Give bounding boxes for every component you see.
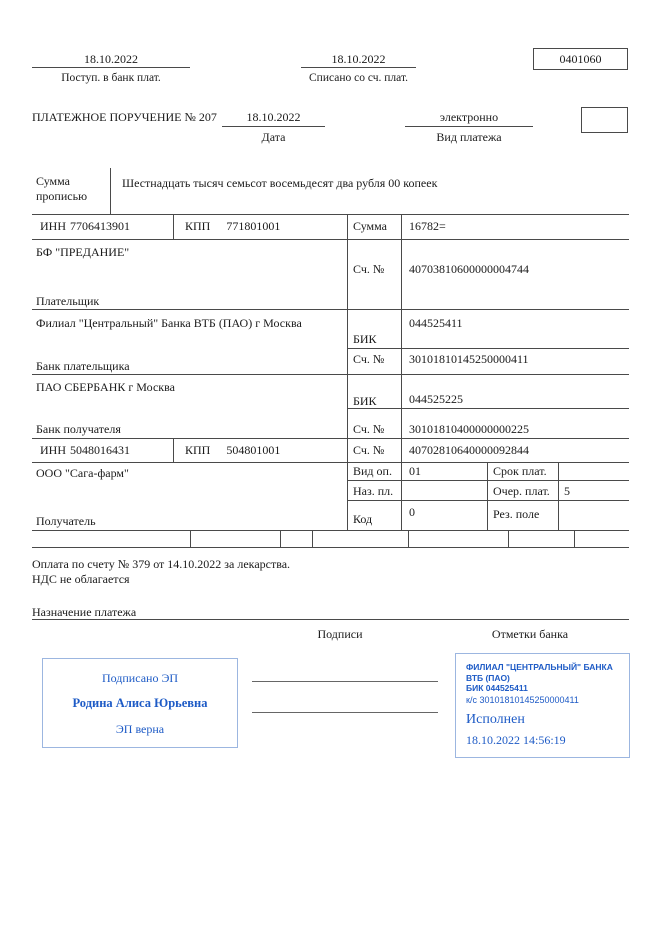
received-date-label: Поступ. в банк плат. xyxy=(61,72,161,84)
table-line xyxy=(32,462,629,463)
payee-bank-name: ПАО СБЕРБАНК г Москва xyxy=(36,380,175,394)
bank-marks-heading: Отметки банка xyxy=(491,627,569,641)
payer-bank-bik-label: БИК xyxy=(353,332,377,346)
signature-stamp xyxy=(42,658,238,748)
table-line xyxy=(32,438,629,439)
purpose-underline xyxy=(32,619,629,620)
signature-stamp-name: Родина Алиса Юрьевна xyxy=(72,696,208,710)
table-line xyxy=(508,530,509,547)
amount-words: Шестнадцать тысяч семьсот восемьдесят два рубля 00 копеек xyxy=(122,176,438,190)
reserve-label: Рез. поле xyxy=(493,507,540,521)
payer-bank-account: 30101810145250000411 xyxy=(409,352,529,366)
signature-stamp-line1: Подписано ЭП xyxy=(101,670,179,685)
purpose-line2: НДС не облагается xyxy=(32,572,130,586)
table-line xyxy=(32,239,629,240)
payee-section-label: Получатель xyxy=(36,514,96,528)
debited-date: 18.10.2022 xyxy=(331,52,386,66)
debited-date-label: Списано со сч. плат. xyxy=(309,72,408,84)
payer-account: 40703810600000004744 xyxy=(409,262,529,276)
bank-stamp-status: Исполнен xyxy=(466,711,525,727)
purpose-line1: Оплата по счету № 379 от 14.10.2022 за лекарства. xyxy=(32,557,291,571)
table-line xyxy=(110,168,111,214)
payee-bank-bik-label: БИК xyxy=(353,394,377,408)
table-line xyxy=(32,214,629,215)
pay-term-label: Срок плат. xyxy=(493,464,547,478)
doc-date-label: Дата xyxy=(261,130,286,144)
table-line xyxy=(32,309,629,310)
payee-name: ООО "Сага-фарм" xyxy=(36,466,129,480)
table-line xyxy=(280,530,281,547)
payer-bank-account-label: Сч. № xyxy=(353,352,385,366)
signature-line xyxy=(252,712,438,713)
payee-inn: ИНН 5048016431 xyxy=(40,443,130,457)
payer-bank-section-label: Банк плательщика xyxy=(36,359,130,373)
payment-kind-underline xyxy=(405,126,533,127)
table-line xyxy=(487,462,488,530)
code-value: 0 xyxy=(409,505,415,519)
table-line xyxy=(32,547,629,548)
table-line xyxy=(347,214,348,530)
payee-account: 40702810640000092844 xyxy=(409,443,529,457)
payment-kind: электронно xyxy=(439,110,499,124)
op-type-label: Вид оп. xyxy=(353,464,392,478)
payee-bank-account-label: Сч. № xyxy=(353,422,385,436)
status-code-box xyxy=(581,107,628,133)
payment-kind-label: Вид платежа xyxy=(436,130,502,144)
signatures-heading: Подписи xyxy=(317,627,363,641)
table-line xyxy=(347,500,629,501)
code-label: Код xyxy=(353,512,373,526)
signature-line xyxy=(252,681,438,682)
bank-stamp-corr-account: к/с 30101810145250000411 xyxy=(466,694,579,705)
table-line xyxy=(312,530,313,547)
purpose-code-label: Наз. пл. xyxy=(353,484,394,498)
received-date-underline xyxy=(32,67,190,68)
table-line xyxy=(408,530,409,547)
payee-bank-account: 30101810400000000225 xyxy=(409,422,529,436)
doc-title: ПЛАТЕЖНОЕ ПОРУЧЕНИЕ № 207 xyxy=(32,110,217,124)
priority-label: Очер. плат. xyxy=(493,484,550,498)
received-date: 18.10.2022 xyxy=(84,52,138,66)
priority-value: 5 xyxy=(564,484,570,498)
table-line xyxy=(347,408,629,409)
payee-bank-section-label: Банк получателя xyxy=(36,422,121,436)
payer-section-label: Плательщик xyxy=(36,294,100,308)
purpose-section-label: Назначение платежа xyxy=(32,605,137,619)
payer-bank-name: Филиал "Центральный" Банка ВТБ (ПАО) г Москва xyxy=(36,316,302,330)
signature-stamp-line3: ЭП верна xyxy=(115,721,165,736)
payer-name: БФ "ПРЕДАНИЕ" xyxy=(36,245,130,259)
payer-kpp: КПП 771801001 xyxy=(185,219,281,233)
table-line xyxy=(190,530,191,547)
amount-label: Сумма xyxy=(353,219,387,233)
amount-value: 16782= xyxy=(409,219,446,233)
table-line xyxy=(173,214,174,239)
bank-stamp xyxy=(455,653,630,758)
amount-words-label: Сумма прописью xyxy=(36,174,88,203)
payer-bank-bik: 044525411 xyxy=(409,316,463,330)
payee-account-label: Сч. № xyxy=(353,443,385,457)
table-line xyxy=(32,374,629,375)
table-line xyxy=(347,348,629,349)
table-line xyxy=(173,438,174,462)
payee-bank-bik: 044525225 xyxy=(409,392,463,406)
doc-date-underline xyxy=(222,126,325,127)
form-code: 0401060 xyxy=(559,52,602,66)
table-line xyxy=(558,462,559,530)
op-type-value: 01 xyxy=(409,464,421,478)
payer-account-label: Сч. № xyxy=(353,262,385,276)
debited-date-underline xyxy=(301,67,416,68)
bank-stamp-datetime: 18.10.2022 14:56:19 xyxy=(466,732,566,747)
bank-stamp-bik: БИК 044525411 xyxy=(466,683,528,693)
table-line xyxy=(347,480,629,481)
payee-kpp: КПП 504801001 xyxy=(185,443,281,457)
bank-stamp-name-line1: ФИЛИАЛ "ЦЕНТРАЛЬНЫЙ" БАНКА xyxy=(466,662,613,672)
doc-date: 18.10.2022 xyxy=(246,110,301,124)
table-line xyxy=(401,214,402,530)
table-line xyxy=(574,530,575,547)
table-line xyxy=(32,530,629,531)
payer-inn: ИНН 7706413901 xyxy=(40,219,130,233)
bank-stamp-name-line2: ВТБ (ПАО) xyxy=(466,672,510,683)
form-code-box xyxy=(533,48,628,70)
